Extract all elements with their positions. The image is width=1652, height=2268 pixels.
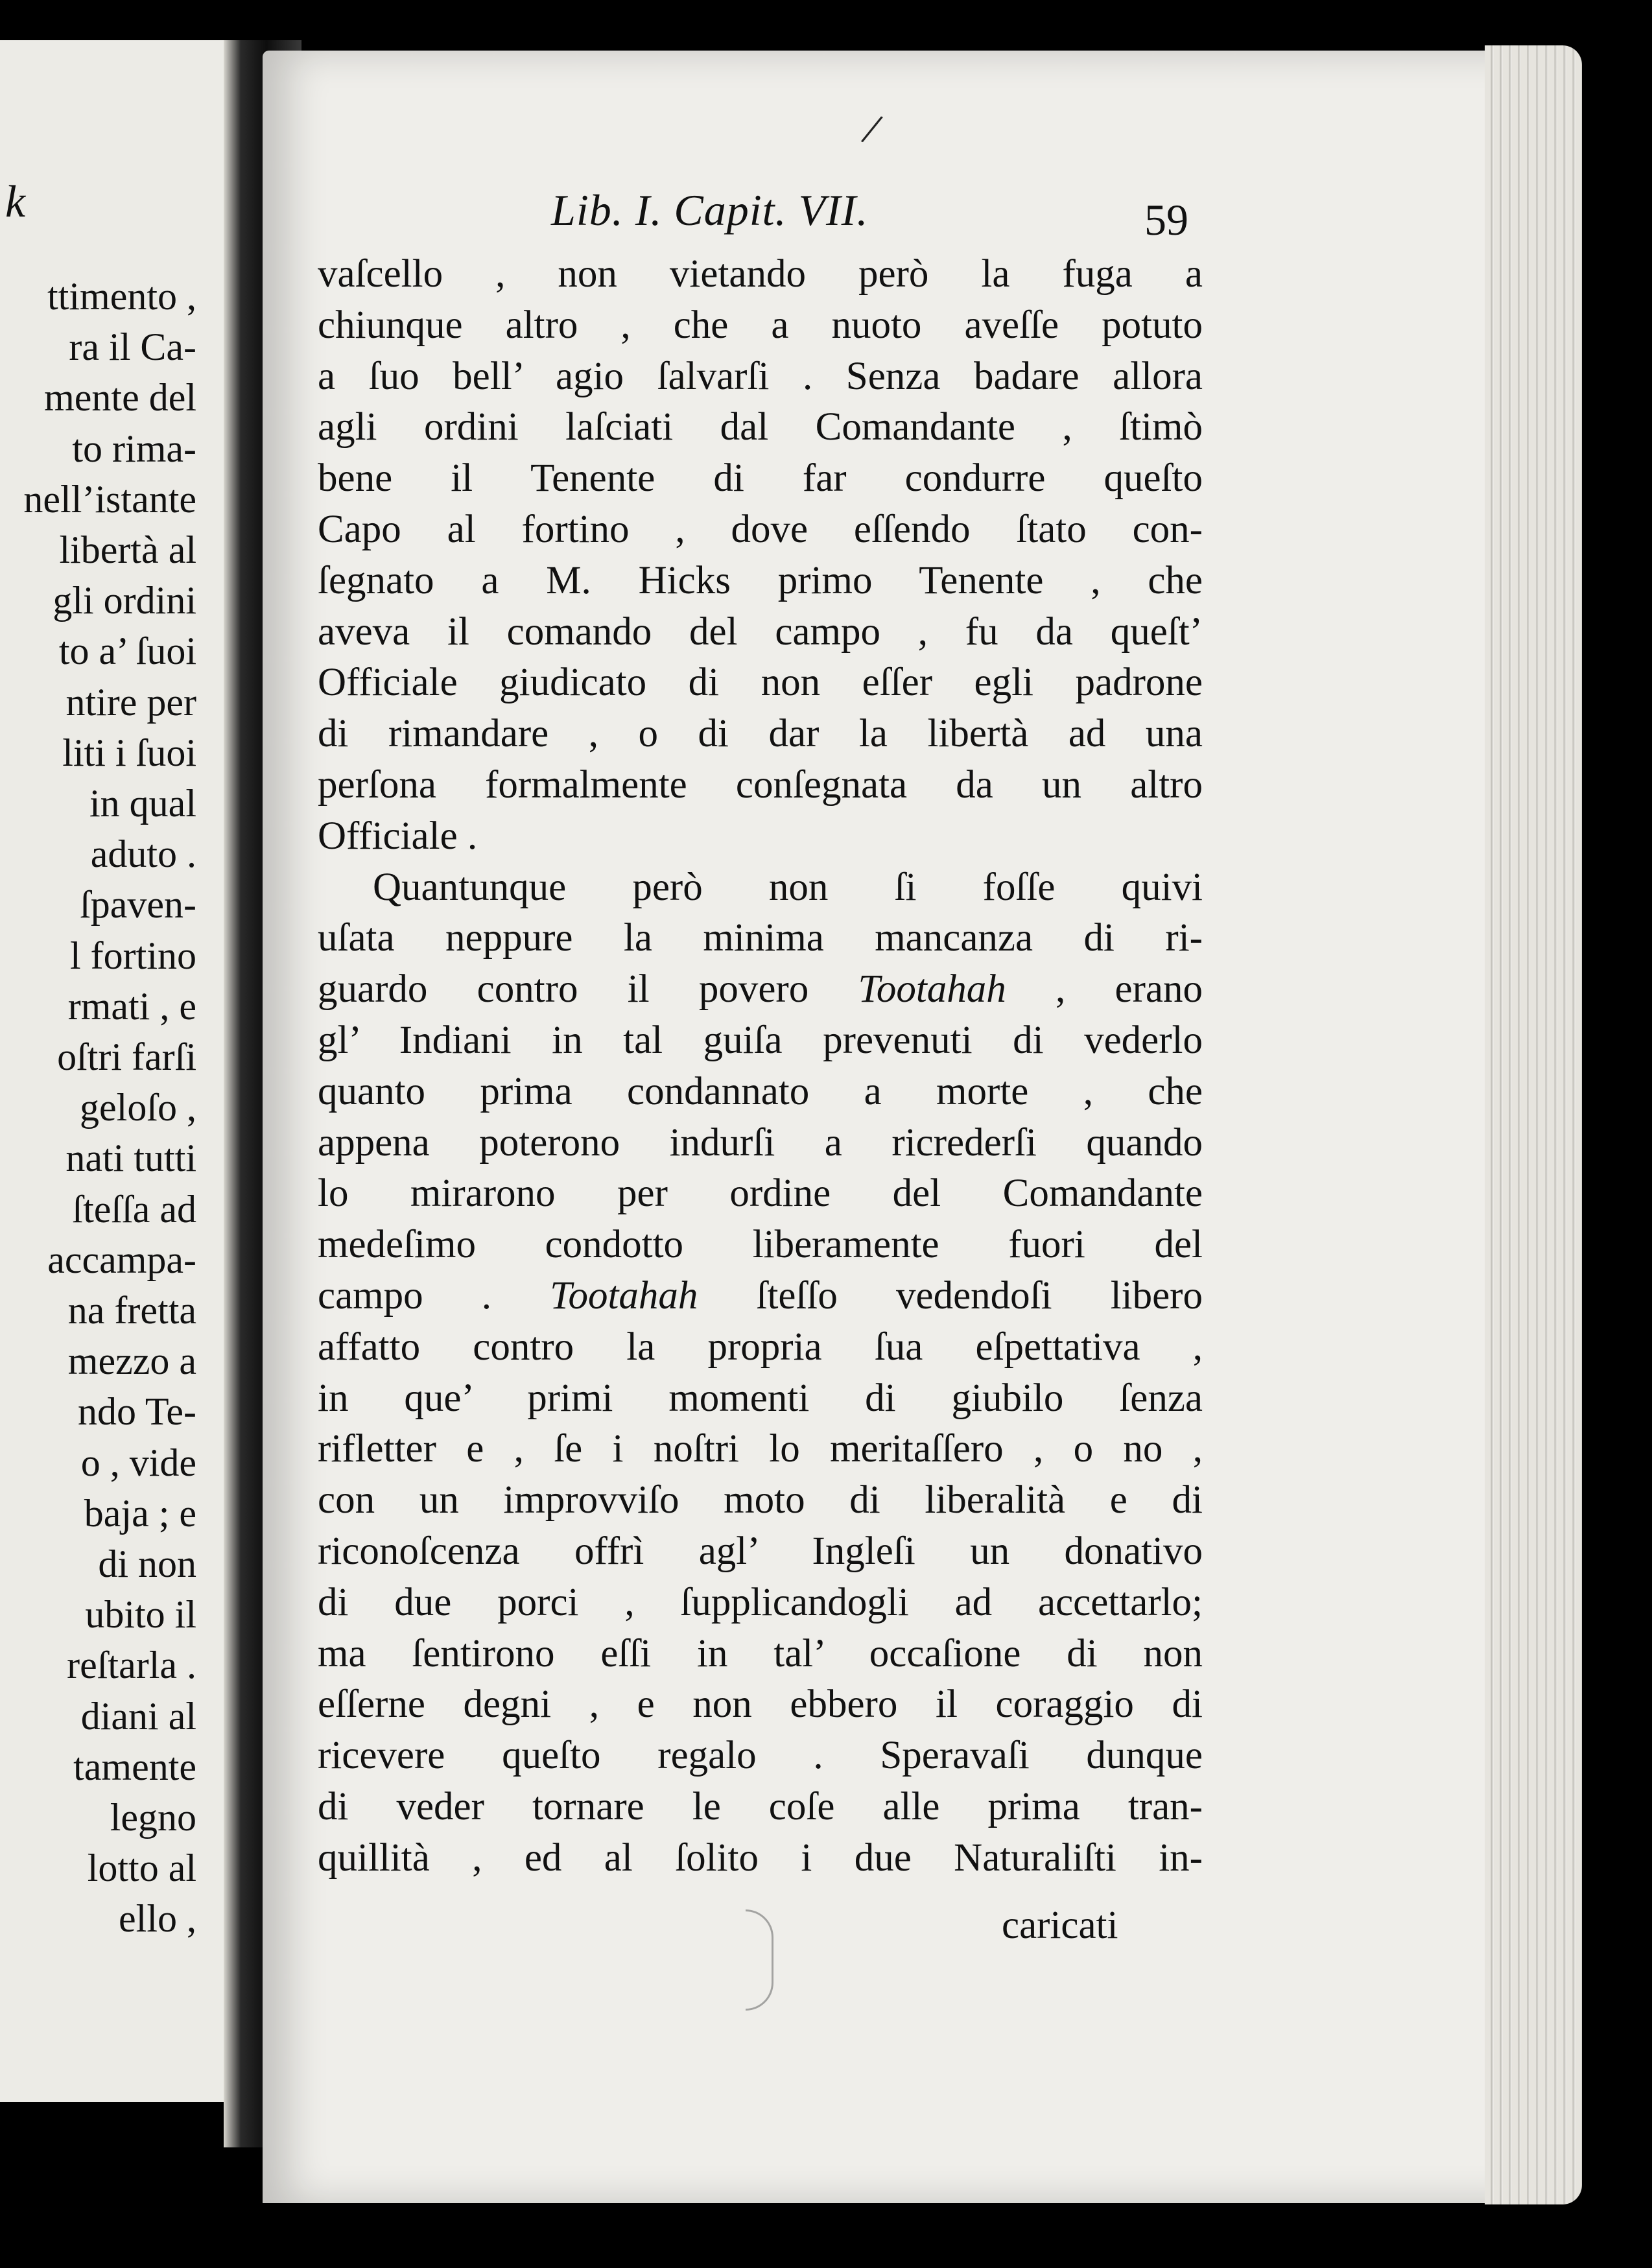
left-page-line: legno xyxy=(110,1796,196,1839)
left-page-line: ſpaven- xyxy=(80,883,196,927)
body-line: chiunque altro , che a nuoto aveſſe potuto xyxy=(318,303,1203,347)
body-line-text: , erano xyxy=(1006,967,1203,1011)
body-line: Quantunque però non ſi foſſe quivi xyxy=(373,865,1203,909)
body-line: a ſuo bell’ agio ſalvarſi . Senza badare allora xyxy=(318,354,1203,398)
body-line: medeſimo condotto liberamente fuori del xyxy=(318,1223,1203,1267)
left-page-line: di non xyxy=(98,1542,196,1585)
left-page-line: mente del xyxy=(44,376,196,419)
body-line: agli ordini laſciati dal Comandante , ſtimò xyxy=(318,405,1203,449)
body-line: Capo al fortino , dove eſſendo ſtato con- xyxy=(318,508,1203,551)
body-line: perſona formalmente conſegnata da un altro xyxy=(318,763,1203,807)
left-page-line: ntire per xyxy=(65,680,196,724)
left-page-line: reſtarla . xyxy=(67,1644,196,1687)
left-page-header-fragment: k xyxy=(5,177,26,227)
catchword: caricati xyxy=(1002,1904,1118,1947)
body-line: con un improvviſo moto di liberalità e di xyxy=(318,1478,1203,1522)
left-page-line: l fortino xyxy=(70,934,196,977)
body-line: riconoſcenza offrì agl’ Ingleſi un donativo xyxy=(318,1530,1203,1573)
left-page-line: diani al xyxy=(80,1694,196,1738)
body-line: ma ſentirono eſſi in tal’ occaſione di non xyxy=(318,1631,1203,1675)
left-page-line: ſteſſa ad xyxy=(72,1187,196,1231)
left-page-line: aduto . xyxy=(90,833,196,876)
body-line: aveva il comando del campo , fu da queſt’ xyxy=(318,609,1203,654)
body-line: in que’ primi momenti di giubilo ſenza xyxy=(318,1376,1203,1420)
body-line: rifletter e , ſe i noſtri lo meritaſſero , o no , xyxy=(318,1427,1203,1471)
left-page-line: mezzo a xyxy=(67,1340,196,1383)
left-page-line: in qual xyxy=(89,782,196,825)
italic-name: Tootahah xyxy=(550,1274,698,1317)
page-stain xyxy=(746,1909,773,2011)
body-line: di due porci , ſupplicandogli ad accettarlo; xyxy=(318,1580,1203,1624)
body-line xyxy=(318,1276,1203,1316)
running-head: Lib. I. Capit. VII. xyxy=(551,185,869,235)
left-page-line: oſtri farſi xyxy=(57,1035,196,1078)
left-page xyxy=(0,40,245,2102)
left-page-line: nati tutti xyxy=(65,1137,196,1180)
left-page-line: ubito il xyxy=(85,1593,196,1636)
left-page-line: nell’istante xyxy=(23,477,196,521)
body-line: Officiale giudicato di non eſſer egli padrone xyxy=(318,661,1203,705)
body-line: affatto contro la propria ſua eſpettativa , xyxy=(318,1325,1203,1369)
left-page-line: tamente xyxy=(73,1745,196,1788)
left-page-line: to a’ ſuoi xyxy=(58,630,196,673)
page-edges xyxy=(1485,45,1582,2204)
body-line: eſſerne degni , e non ebbero il coraggio di xyxy=(318,1683,1203,1727)
body-line: appena poterono indurſi a ricrederſi quando xyxy=(318,1120,1203,1164)
body-line-text: ſteſſo vedendoſi libero xyxy=(698,1274,1203,1317)
left-page-line: geloſo , xyxy=(80,1086,196,1129)
body-line-text: campo . xyxy=(318,1274,550,1317)
left-page-line: ello , xyxy=(119,1897,196,1941)
left-page-line: o , vide xyxy=(80,1441,196,1484)
left-page-line: accampa- xyxy=(47,1238,196,1281)
body-line: bene il Tenente di far condurre queſto xyxy=(318,456,1203,501)
italic-name: Tootahah xyxy=(858,967,1006,1011)
body-line xyxy=(318,969,1203,1009)
left-page-line: gli ordini xyxy=(53,579,196,622)
body-line: Officiale . xyxy=(318,814,478,858)
left-page-line: ndo Te- xyxy=(78,1390,196,1434)
body-line: uſata neppure la minima mancanza di ri- xyxy=(318,916,1203,960)
left-page-line: ttimento , xyxy=(47,275,196,318)
left-page-line: to rima- xyxy=(72,427,196,470)
pencil-mark: / xyxy=(857,104,887,156)
body-line: ricevere queſto regalo . Speravaſi dunque xyxy=(318,1734,1203,1778)
body-line: ſegnato a M. Hicks primo Tenente , che xyxy=(318,558,1203,602)
left-page-line: lotto al xyxy=(87,1847,196,1890)
body-line: quanto prima condannato a morte , che xyxy=(318,1069,1203,1113)
body-line: vaſcello , non vietando però la fuga a xyxy=(318,252,1203,296)
body-line: di rimandare , o di dar la libertà ad una xyxy=(318,712,1203,756)
left-page-line: ra il Ca- xyxy=(69,325,196,369)
body-line-text: guardo contro il povero xyxy=(318,967,858,1011)
body-line: gl’ Indiani in tal guiſa prevenuti di vederlo xyxy=(318,1019,1203,1062)
left-page-line: rmati , e xyxy=(67,984,196,1028)
left-page-line: liti i ſuoi xyxy=(62,731,196,774)
body-line: quillità , ed al ſolito i due Naturaliſti in- xyxy=(318,1836,1203,1880)
body-line: lo mirarono per ordine del Comandante xyxy=(318,1172,1203,1216)
left-page-line: libertà al xyxy=(59,528,196,571)
page-number: 59 xyxy=(1144,195,1188,244)
body-line: di veder tornare le coſe alle prima tran- xyxy=(318,1785,1203,1828)
left-page-line: baja ; e xyxy=(84,1491,196,1535)
left-page-line: na fretta xyxy=(67,1289,196,1332)
